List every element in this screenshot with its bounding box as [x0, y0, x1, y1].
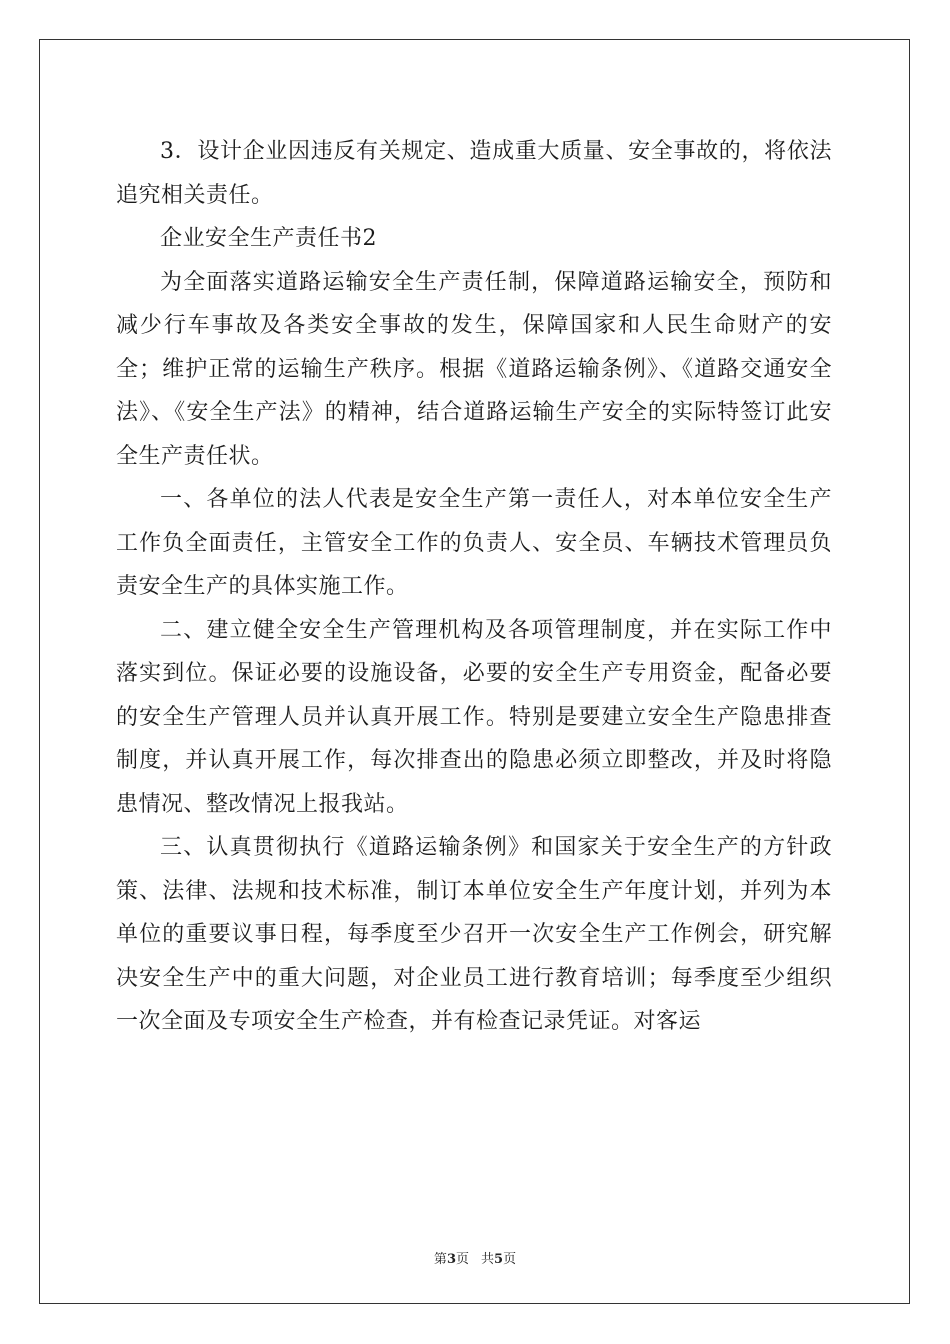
paragraph-intro: 为全面落实道路运输安全生产责任制，保障道路运输安全，预防和减少行车事故及各类安全事故的发生，保障国家和人民生命财产的安全；维护正常的运输生产秩序。根据《道路运输条例》、《道路交通安全法》、《安全生产法》的精神，结合道路运输生产安全的实际特签订此安全生产责任状。 — [116, 269, 832, 469]
section-heading: 企业安全生产责任书2 — [160, 226, 377, 251]
paragraph-item-2: 二、建立健全安全生产管理机构及各项管理制度，并在实际工作中落实到位。保证必要的设施设备，必要的安全生产专用资金，配备必要的安全生产管理人员并认真开展工作。特别是要建立安全生产隐患排查制度，并认真开展工作，每次排查出的隐患必须立即整改，并及时将隐患情况、整改情况上报我站。 — [116, 617, 832, 817]
page-suffix: 页 — [455, 1252, 469, 1267]
page-number-total: 5 — [494, 1252, 504, 1267]
total-prefix: 共 — [481, 1252, 495, 1267]
paragraph-item-1: 一、各单位的法人代表是安全生产第一责任人，对本单位安全生产工作负全面责任，主管安全工作的负责人、安全员、车辆技术管理员负责安全生产的具体实施工作。 — [116, 487, 832, 599]
paragraph-item-3: 三、认真贯彻执行《道路运输条例》和国家关于安全生产的方针政策、法律、法规和技术标准，制订本单位安全生产年度计划，并列为本单位的重要议事日程，每季度至少召开一次安全生产工作例会，研究解决安全生产中的重大问题，对企业员工进行教育培训；每季度至少组织一次全面及专项安全生产检查，并有检查记录凭证。对客运 — [116, 835, 832, 1034]
page-footer — [0, 1248, 950, 1267]
page-prefix: 第 — [433, 1252, 447, 1267]
document-body — [116, 130, 832, 1044]
paragraph-1: 3．设计企业因违反有关规定、造成重大质量、安全事故的，将依法追究相关责任。 — [116, 139, 832, 208]
total-suffix: 页 — [503, 1252, 517, 1267]
page-number-current: 3 — [446, 1252, 456, 1267]
